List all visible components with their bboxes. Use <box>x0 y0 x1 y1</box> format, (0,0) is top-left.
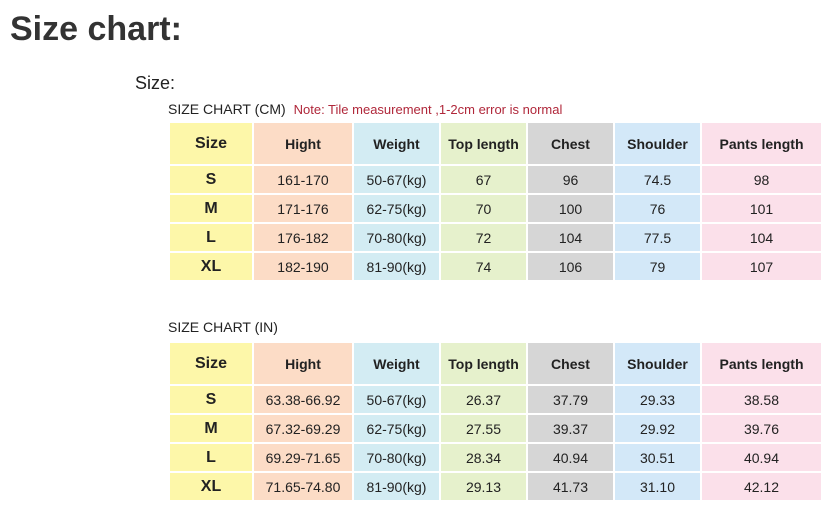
column-header: Top length <box>441 123 526 164</box>
size-cell: L <box>170 444 252 471</box>
table-cell: 104 <box>528 224 613 251</box>
table-cell: 171-176 <box>254 195 352 222</box>
page-title: Size chart: <box>10 10 182 48</box>
table-row <box>170 473 821 500</box>
table-cell: 39.37 <box>528 415 613 442</box>
table-row <box>170 166 821 193</box>
table-cell: 31.10 <box>615 473 700 500</box>
column-header: Shoulder <box>615 343 700 384</box>
table-cell: 41.73 <box>528 473 613 500</box>
table-row <box>170 444 821 471</box>
table-cell: 76 <box>615 195 700 222</box>
table-cell: 96 <box>528 166 613 193</box>
size-cell: S <box>170 386 252 413</box>
column-header: Chest <box>528 343 613 384</box>
table-cell: 30.51 <box>615 444 700 471</box>
table-cell: 42.12 <box>702 473 821 500</box>
size-cell: M <box>170 415 252 442</box>
table-cell: 106 <box>528 253 613 280</box>
size-cell: XL <box>170 253 252 280</box>
column-header: Hight <box>254 123 352 164</box>
table-cell: 29.92 <box>615 415 700 442</box>
table-cell: 37.79 <box>528 386 613 413</box>
table-cell: 26.37 <box>441 386 526 413</box>
in-chart-heading <box>168 319 278 335</box>
table-row <box>170 224 821 251</box>
column-header: Pants length <box>702 343 821 384</box>
cm-chart-title: SIZE CHART (CM) <box>168 101 286 117</box>
table-cell: 67 <box>441 166 526 193</box>
table-cell: 29.13 <box>441 473 526 500</box>
table-cell: 40.94 <box>528 444 613 471</box>
table-cell: 40.94 <box>702 444 821 471</box>
header-row <box>170 343 821 384</box>
table-cell: 176-182 <box>254 224 352 251</box>
table-cell: 39.76 <box>702 415 821 442</box>
size-cell: L <box>170 224 252 251</box>
table-cell: 28.34 <box>441 444 526 471</box>
table-cell: 70 <box>441 195 526 222</box>
table-cell: 104 <box>702 224 821 251</box>
header-row <box>170 123 821 164</box>
column-header: Size <box>170 343 252 384</box>
table-cell: 107 <box>702 253 821 280</box>
table-cell: 50-67(kg) <box>354 166 439 193</box>
size-cell: M <box>170 195 252 222</box>
column-header: Pants length <box>702 123 821 164</box>
table-cell: 67.32-69.29 <box>254 415 352 442</box>
table-cell: 72 <box>441 224 526 251</box>
table-cell: 62-75(kg) <box>354 195 439 222</box>
table-cell: 101 <box>702 195 821 222</box>
table-cell: 38.58 <box>702 386 821 413</box>
column-header: Shoulder <box>615 123 700 164</box>
column-header: Size <box>170 123 252 164</box>
table-cell: 70-80(kg) <box>354 224 439 251</box>
table-cell: 77.5 <box>615 224 700 251</box>
table-cell: 182-190 <box>254 253 352 280</box>
table-row <box>170 386 821 413</box>
in-chart-title: SIZE CHART (IN) <box>168 319 278 335</box>
size-label: Size: <box>135 73 176 93</box>
table-row <box>170 195 821 222</box>
table-cell: 50-67(kg) <box>354 386 439 413</box>
size-cell: XL <box>170 473 252 500</box>
table-cell: 98 <box>702 166 821 193</box>
column-header: Hight <box>254 343 352 384</box>
table-cell: 81-90(kg) <box>354 253 439 280</box>
table-cell: 69.29-71.65 <box>254 444 352 471</box>
cm-chart-heading <box>168 101 562 117</box>
column-header: Weight <box>354 123 439 164</box>
table-row <box>170 253 821 280</box>
table-cell: 70-80(kg) <box>354 444 439 471</box>
table-cell: 74 <box>441 253 526 280</box>
table-cell: 29.33 <box>615 386 700 413</box>
cm-chart-note: Note: Tile measurement ,1-2cm error is normal <box>293 102 563 117</box>
table-cell: 81-90(kg) <box>354 473 439 500</box>
column-header: Chest <box>528 123 613 164</box>
column-header: Top length <box>441 343 526 384</box>
table-row <box>170 415 821 442</box>
table-cell: 74.5 <box>615 166 700 193</box>
table-cell: 63.38-66.92 <box>254 386 352 413</box>
table-cell: 27.55 <box>441 415 526 442</box>
cm-size-table <box>168 121 823 282</box>
table-cell: 100 <box>528 195 613 222</box>
table-cell: 79 <box>615 253 700 280</box>
table-cell: 62-75(kg) <box>354 415 439 442</box>
in-size-table <box>168 341 823 502</box>
column-header: Weight <box>354 343 439 384</box>
table-cell: 161-170 <box>254 166 352 193</box>
table-cell: 71.65-74.80 <box>254 473 352 500</box>
size-cell: S <box>170 166 252 193</box>
